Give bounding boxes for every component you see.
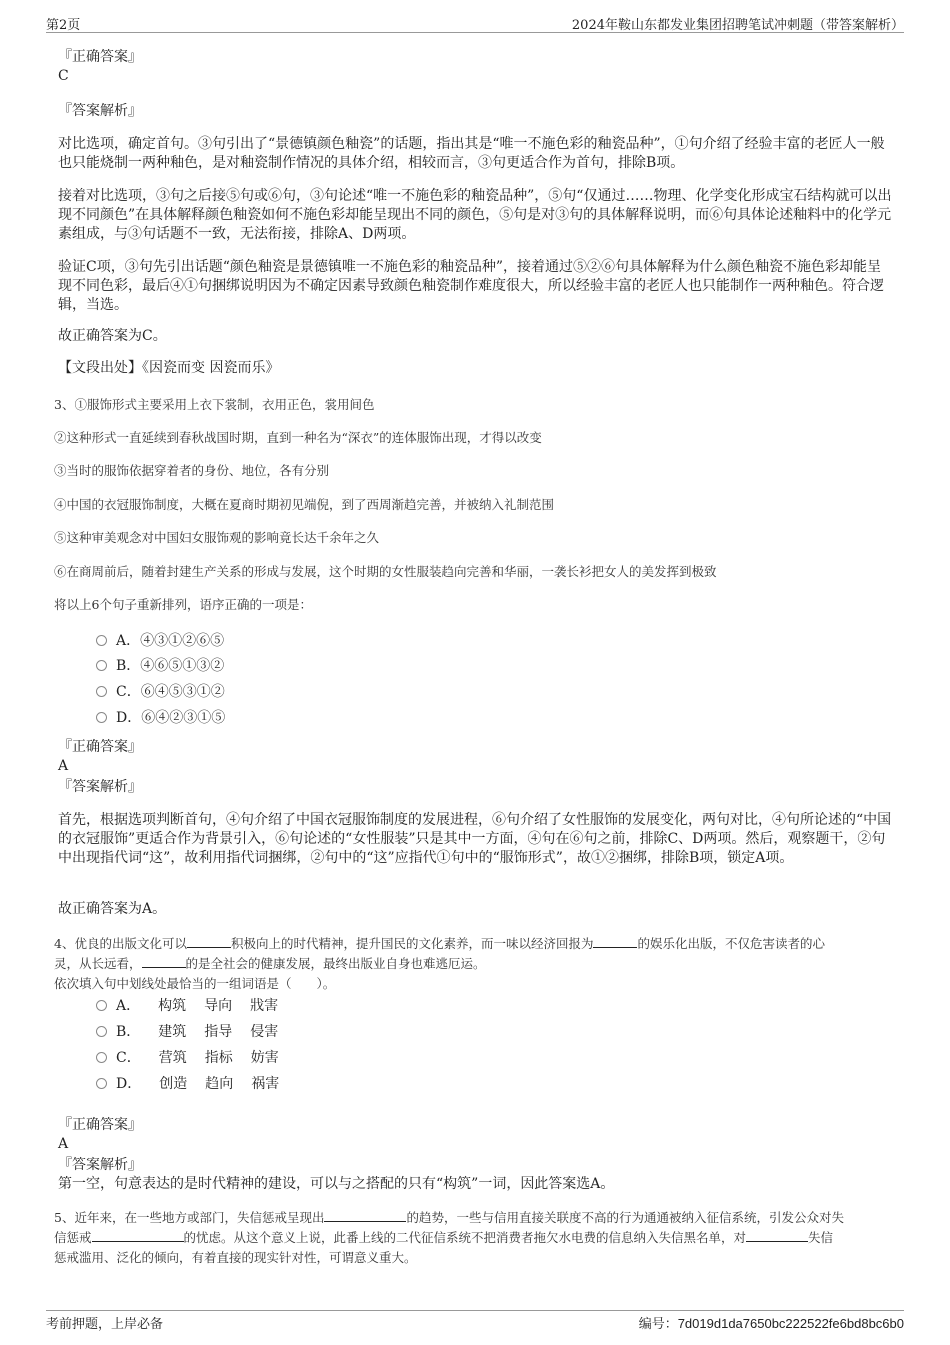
q4-analysis-label: 『答案解析』 (58, 1157, 142, 1173)
q3-analysis-label: 『答案解析』 (58, 779, 142, 795)
q2-analysis-p3: 验证C项，③句先引出话题“颜色釉瓷是景德镇唯一不施色彩的釉瓷品种”，接着通过⑤②⑥句具体解释为什么颜色釉瓷不施色彩却能呈现不同色彩，最后④①句捆绑说明因为不确定因素导致颜色釉瓷制作难度很大，所以经验丰富的老匠人也只能制作一两种釉色。符合逻辑，当选。 (58, 259, 884, 313)
option-key: C． (116, 1050, 141, 1066)
document-title: 2024年鞍山东都发业集团招聘笔试冲刺题（带答案解析） (571, 18, 904, 33)
radio-icon[interactable] (96, 660, 107, 671)
q4-prompt: 依次填入句中划线处最恰当的一组词语是（ ）。 (54, 976, 336, 991)
option-key: B． (116, 1024, 141, 1040)
option-key: A． (116, 633, 141, 649)
q5-stem-part: 5、近年来，在一些地方或部门，失信惩戒呈现出 (54, 1210, 325, 1225)
q2-source: 【文段出处】《因瓷而变 因瓷而乐》 (58, 360, 280, 376)
radio-icon[interactable] (96, 1078, 107, 1089)
option-word-1: 营筑 (158, 1050, 187, 1066)
page-header (0, 0, 950, 33)
radio-icon[interactable] (96, 712, 107, 723)
q3-sentence-1: 3、①服饰形式主要采用上衣下裳制，衣用正色，裳用间色 (54, 397, 375, 412)
footer-divider (46, 1310, 904, 1311)
q4-stem (54, 934, 900, 994)
q4-option-c[interactable] (96, 1048, 279, 1068)
radio-icon[interactable] (96, 1052, 107, 1063)
q4-stem-part: 的娱乐化出版，不仅危害读者的心 (637, 936, 825, 951)
option-word-1: 构筑 (158, 998, 187, 1014)
q4-stem-part: 灵，从长远看， (54, 956, 142, 971)
fill-blank-3 (142, 954, 186, 968)
q3-answer-label: 『正确答案』 (58, 739, 142, 755)
option-word-3: 祸害 (251, 1076, 280, 1092)
document-code: 编号：7d019d1da7650bc222522fe6bd8bc6b0 (638, 1316, 904, 1331)
option-word-1: 创造 (159, 1076, 188, 1092)
q3-answer: A (58, 758, 69, 774)
q2-analysis-p2: 接着对比选项，③句之后接⑤句或⑥句，③句论述“唯一不施色彩的釉瓷品种”，⑤句“仅通过……物理、化学变化形成宝石结构就可以出现不同颜色”在具体解释颜色釉瓷如何不施色彩却能呈现出不同的颜色，⑤句是对③句的具体解释说明，而⑥句具体论述釉料中的化学元素组成，与③句话题不一致，无法衔接，排除A、D两项。 (58, 188, 892, 242)
fill-blank-2 (92, 1228, 184, 1242)
q5-stem-part: 惩戒滥用、泛化的倾向，有着直接的现实针对性，可谓意义重大。 (54, 1250, 417, 1265)
q3-option-a[interactable] (96, 631, 224, 651)
q2-answer-label: 『正确答案』 (58, 49, 142, 65)
option-word-2: 指导 (204, 1024, 233, 1040)
q4-stem-part: 积极向上的时代精神，提升国民的文化素养，而一味以经济回报为 (230, 936, 594, 951)
fill-blank-1 (187, 934, 231, 948)
q3-prompt: 将以上6个句子重新排列，语序正确的一项是： (54, 597, 312, 612)
q3-analysis: 首先，根据选项判断首句，④句介绍了中国衣冠服饰制度的发展进程，⑥句介绍了女性服饰的发展变化，两句对比，④句所论述的“中国的衣冠服饰”更适合作为背景引入，⑥句论述的“女性服装”只是其中一方面，④句在⑥句之前，排除C、D两项。然后，观察题干，②句中出现指代词“这”，故利用指代词捆绑，②句中的“这”应指代①句中的“服饰形式”，故①②捆绑，排除B项，锁定A项。 (58, 812, 892, 866)
q3-option-d[interactable] (96, 708, 225, 728)
option-word-3: 戕害 (250, 998, 279, 1014)
option-word-3: 侵害 (250, 1024, 279, 1040)
option-word-3: 妨害 (250, 1050, 279, 1066)
option-word-2: 导向 (204, 998, 233, 1014)
q4-analysis: 第一空，句意表达的是时代精神的建设，可以与之搭配的只有“构筑”一词，因此答案选A。 (58, 1176, 615, 1192)
fill-blank-3 (746, 1228, 808, 1242)
q3-option-b[interactable] (96, 656, 224, 676)
q4-stem-part: 的是全社会的健康发展，最终出版业自身也难逃厄运。 (185, 956, 486, 971)
q5-stem-part: 的趋势，一些与信用直接关联度不高的行为通通被纳入征信系统，引发公众对失 (406, 1210, 844, 1225)
q5-stem-part: 信惩戒 (54, 1230, 92, 1245)
q5-stem-part: 的忧虑。从这个意义上说，此番上线的二代征信系统不把消费者拖欠水电费的信息纳入失信黑名单，对 (183, 1230, 747, 1245)
q3-sentence-2: ②这种形式一直延续到春秋战国时期，直到一种名为“深衣”的连体服饰出现，才得以改变 (54, 430, 542, 445)
q3-sentence-6: ⑥在商周前后，随着封建生产关系的形成与发展，这个时期的女性服装趋向完善和华丽，一袭长衫把女人的美发挥到极致 (54, 564, 717, 579)
header-divider (46, 32, 904, 33)
q3-option-c[interactable] (96, 682, 225, 702)
option-word-2: 趋向 (205, 1076, 234, 1092)
q4-stem-part: 4、优良的出版文化可以 (54, 936, 187, 951)
q4-answer: A (58, 1136, 69, 1152)
option-key: C． (116, 684, 141, 700)
q3-sentence-4: ④中国的衣冠服饰制度，大概在夏商时期初见端倪，到了西周渐趋完善，并被纳入礼制范围 (54, 497, 555, 512)
q4-option-b[interactable] (96, 1022, 278, 1042)
q4-answer-label: 『正确答案』 (58, 1117, 142, 1133)
option-text: ④⑥⑤①③② (140, 658, 225, 674)
q4-option-a[interactable] (96, 996, 278, 1016)
radio-icon[interactable] (96, 635, 107, 646)
fill-blank-1 (324, 1208, 406, 1222)
page-number: 第2页 (46, 18, 81, 33)
option-text: ⑥④⑤③①② (140, 684, 225, 700)
q5-stem (54, 1208, 900, 1268)
fill-blank-2 (593, 934, 637, 948)
option-text: ④③①②⑥⑤ (140, 633, 225, 649)
option-key: D． (116, 710, 142, 726)
q2-analysis-p1: 对比选项，确定首句。③句引出了“景德镇颜色釉瓷”的话题，指出其是“唯一不施色彩的釉瓷品种”，①句介绍了经验丰富的老匠人一般也只能烧制一两种釉色，是对釉瓷制作情况的具体介绍，相较而言，③句更适合作为首句，排除B项。 (58, 136, 885, 171)
q3-conclusion: 故正确答案为A。 (58, 901, 167, 917)
q2-answer: C (58, 68, 69, 84)
option-word-2: 指标 (204, 1050, 233, 1066)
q5-stem-part: 失信 (808, 1230, 834, 1245)
option-word-1: 建筑 (158, 1024, 187, 1040)
option-key: B． (116, 658, 141, 674)
q3-sentence-5: ⑤这种审美观念对中国妇女服饰观的影响竟长达千余年之久 (54, 530, 380, 545)
footer-slogan: 考前押题，上岸必备 (46, 1317, 164, 1332)
q3-sentence-3: ③当时的服饰依据穿着者的身份、地位，各有分别 (54, 463, 330, 478)
option-key: D． (116, 1076, 142, 1092)
radio-icon[interactable] (96, 1026, 107, 1037)
radio-icon[interactable] (96, 686, 107, 697)
radio-icon[interactable] (96, 1000, 107, 1011)
q2-conclusion: 故正确答案为C。 (58, 328, 167, 344)
option-text: ⑥④②③①⑤ (141, 710, 226, 726)
q4-option-d[interactable] (96, 1074, 279, 1094)
option-key: A． (116, 998, 141, 1014)
q2-analysis-label: 『答案解析』 (58, 103, 142, 119)
